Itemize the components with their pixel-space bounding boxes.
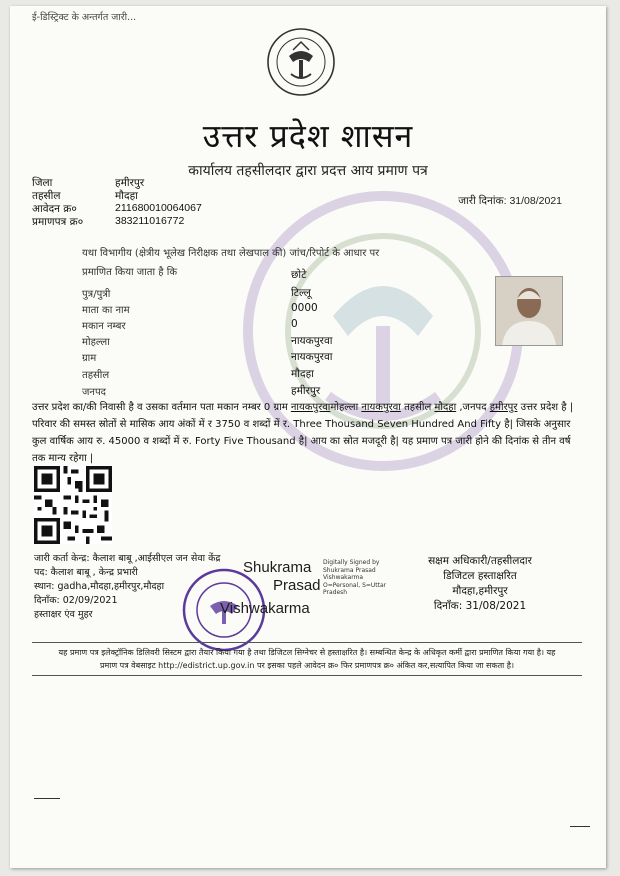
- intro-text: [82, 244, 379, 282]
- qr-code-icon: [34, 466, 112, 544]
- body-village: नायकपुरवा: [290, 402, 331, 413]
- tehsil-value: मौदहा: [115, 190, 138, 202]
- field-value: हमीरपुर: [291, 385, 321, 397]
- footer-divider: [32, 675, 582, 676]
- field-value: 0000: [291, 302, 318, 314]
- footer-line-2: प्रमाण पत्र वेबसाइट http://edistrict.up.gov.in पर इसका पहले आवेदन क्र० फिर प्रमाणपत्र क्र० अंकित कर,सत्यापित किया जा सकता है।: [99, 661, 515, 670]
- certificate-number: 383211016772: [115, 215, 185, 227]
- state-emblem-icon: [265, 26, 337, 98]
- intro-line-1: यथा विभागीय (क्षेत्रीय भूलेख निरीक्षक तथा लेखपाल की) जांच/रिपोर्ट के आधार पर: [82, 248, 380, 259]
- authority-date: दिनाँक: 31/08/2021: [433, 600, 527, 612]
- district-value: हमीरपुर: [115, 177, 145, 189]
- header-note: ई-डिस्ट्रिक्ट के अन्तर्गत जारी...: [32, 12, 137, 23]
- issuer-sign-label: हस्ताक्षर एंव मुहर: [34, 609, 93, 620]
- application-label: आवेदन क्र०: [32, 203, 77, 215]
- tehsil-label: तहसील: [32, 190, 61, 202]
- digital-signature-details: Digitally Signed by Shukrama Prasad Vishwakarma O=Personal, S=Uttar Pradesh: [323, 559, 387, 596]
- field-value: टिल्लू: [291, 287, 311, 299]
- certificate-body: [32, 399, 582, 467]
- footer-line-1: यह प्रमाण पत्र इलेक्ट्रॉनिक डिलिवरी सिस्टम द्वारा तैयार किया गया है तथा डिजिटल सिग्नेचर से हस्ताक्षरित है। सम्बन्धित केन्द्र के अधिकृत कर्मी द्वारा प्रमाणित किया गया है। यह: [58, 648, 556, 657]
- issuer-post: पद: कैलाश बाबू , केन्द्र प्रभारी: [34, 567, 138, 578]
- body-text: ,जनपद: [456, 402, 490, 413]
- body-tehsil: मौदहा: [434, 402, 457, 413]
- signature-name: [243, 559, 321, 595]
- field-label: माता का नाम: [82, 305, 130, 316]
- certificate-sheet: [10, 6, 606, 868]
- issuer-place: स्थान: gadha,मौदहा,हमीरपुर,मौदहा: [34, 581, 165, 592]
- applicant-name: छोटे: [291, 269, 307, 281]
- field-label: पुत्र/पुत्री: [82, 289, 111, 300]
- applicant-photo: [495, 276, 563, 346]
- field-label: मकान नम्बर: [82, 321, 126, 332]
- field-value: नायकपुरवा: [291, 335, 333, 347]
- scan-mark: [570, 826, 590, 827]
- footer-divider: [32, 642, 582, 643]
- field-label: तहसील: [82, 370, 110, 381]
- issuer-center: जारी कर्ता केन्द्र: कैलाश बाबू ,आईसीएल जन सेवा केंद्र: [34, 553, 221, 564]
- field-value: 0: [291, 318, 298, 330]
- signature-last-name: Vishwakarma: [220, 600, 310, 617]
- page-subtitle: कार्यालय तहसीलदार द्वारा प्रदत्त आय प्रमाण पत्र: [188, 163, 428, 179]
- body-text: उत्तर प्रदेश है | परिवार की समस्त स्रोतों से मासिक आय अंकों में र 3750 व शब्दों में र. Three Thousand Seven Hundred And Fifty है| जिसके अनुसार कुल वार्षिक आय रु. 45000 व शब्दों में रु. Forty Five Thousand है| आय का स्रोत मजदूरी है| यह प्रमाण पत्र जारी होने की दिनांक से तीन वर्ष तक मान्य रहेगा |: [32, 402, 574, 464]
- issue-date: जारी दिनांक: 31/08/2021: [458, 195, 562, 207]
- body-text: उत्तर प्रदेश का/की निवासी है व उसका वर्तमान पता मकान नम्बर 0 ग्राम: [32, 402, 291, 413]
- field-label: मोहल्ला: [82, 337, 110, 348]
- body-text: मोहल्ला: [330, 402, 362, 413]
- authority-title: सक्षम अधिकारी/तहसीलदार: [428, 555, 532, 567]
- district-label: जिला: [32, 177, 53, 189]
- field-value: नायकपुरवा: [291, 351, 333, 363]
- application-number: 211680010064067: [115, 202, 202, 214]
- issuer-date: दिनाँक: 02/09/2021: [34, 595, 118, 606]
- body-district: हमीरपुर: [489, 402, 518, 413]
- body-text: तहसील: [400, 402, 435, 413]
- field-label: ग्राम: [82, 353, 97, 364]
- certificate-label: प्रमाणपत्र क्र०: [32, 216, 84, 228]
- footer-note: [32, 646, 582, 672]
- authority-block: [390, 554, 570, 614]
- field-value: मौदहा: [291, 368, 314, 380]
- field-label: जनपद: [82, 387, 106, 398]
- person-photo-icon: [496, 277, 562, 345]
- authority-place: मौदहा,हमीरपुर: [452, 585, 508, 597]
- body-mohalla: नायकपुरवा: [361, 402, 401, 413]
- scan-mark: [34, 798, 60, 799]
- authority-digital: डिजिटल हस्ताक्षरित: [443, 570, 517, 582]
- intro-line-2: प्रमाणित किया जाता है कि: [82, 267, 178, 278]
- page-title: उत्तर प्रदेश शासन: [202, 117, 414, 155]
- signature-middle-name: Prasad: [273, 577, 321, 594]
- signature-first-name: Shukrama: [243, 559, 312, 576]
